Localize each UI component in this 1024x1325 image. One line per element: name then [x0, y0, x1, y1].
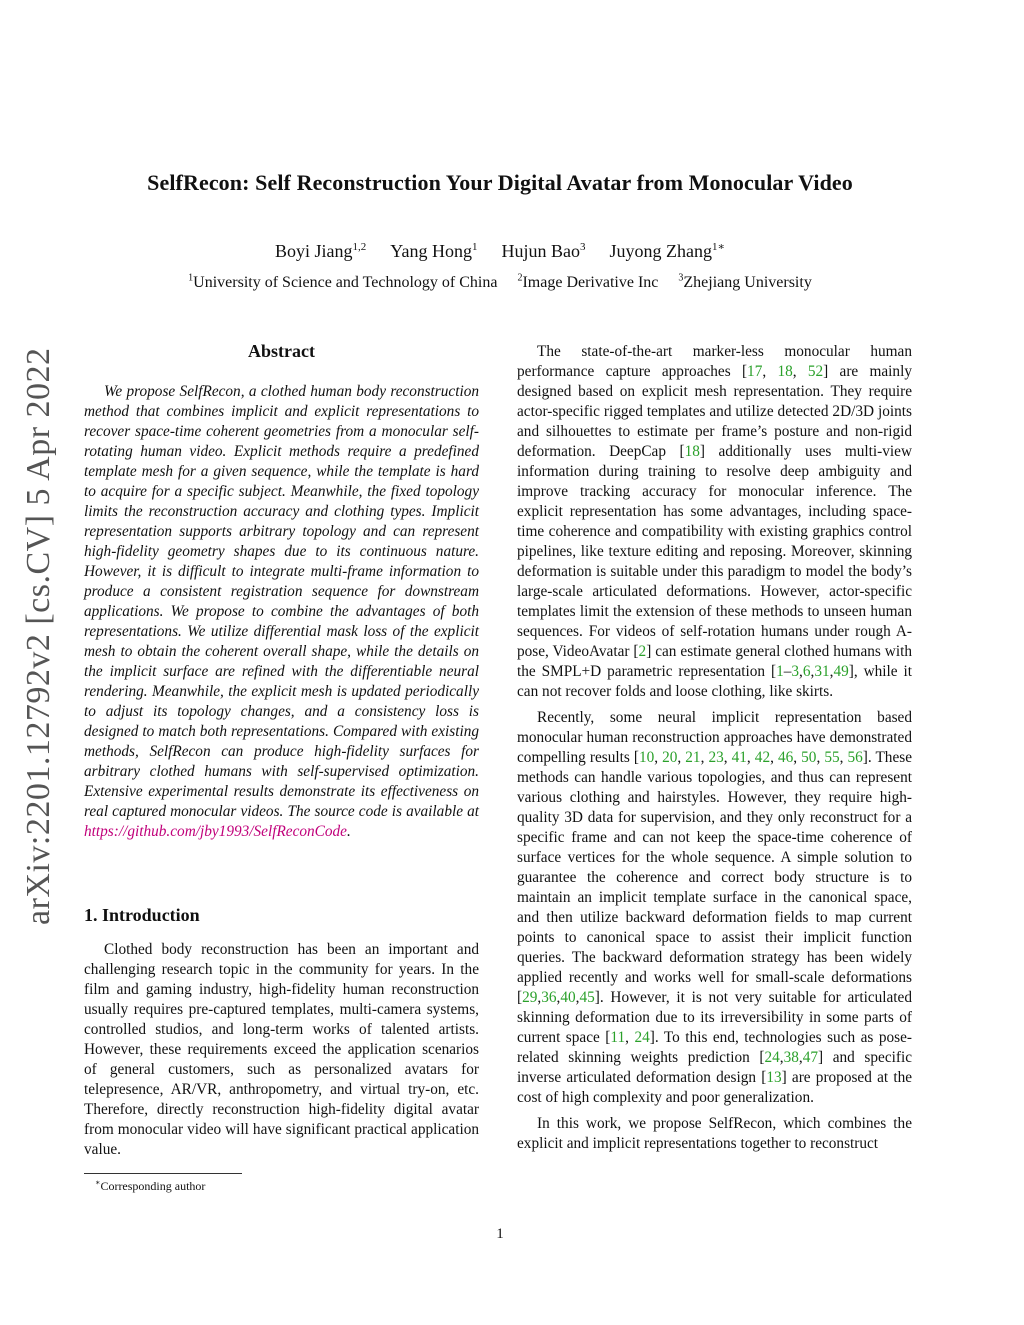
citation-link[interactable]: 2: [638, 643, 647, 660]
paragraph-text: ,: [799, 663, 803, 680]
affiliation: [517, 274, 658, 291]
paragraph-text: ,: [793, 749, 802, 766]
author-name: [275, 241, 366, 261]
paragraph-text: ,: [770, 749, 778, 766]
page-number: 1: [496, 1226, 504, 1242]
paragraph-text: In this work, we propose SelfRecon, which combines the explicit and implicit representations together to reconstruct: [517, 1115, 912, 1152]
paragraph-text: ] and specific inverse articulated deformation design [: [517, 1049, 912, 1086]
affiliation-name: Zhejiang University: [683, 274, 812, 292]
author-name: [609, 241, 724, 261]
footnote-mark: ∗: [95, 1178, 101, 1187]
citation-link[interactable]: 46: [777, 749, 794, 766]
paragraph-text: ,: [700, 749, 709, 766]
citation-link[interactable]: 21: [685, 749, 701, 766]
paragraph-text: ,: [779, 1049, 784, 1066]
citation-link[interactable]: 10: [638, 749, 655, 766]
paragraph-text: ,: [654, 749, 663, 766]
paragraph-text: ,: [810, 663, 815, 680]
footnote: [95, 1178, 205, 1194]
paragraph-text: ,: [762, 363, 778, 380]
author-affiliation-mark: 1: [471, 241, 478, 253]
paper-title: SelfRecon: Self Reconstruction Your Digital Avatar from Monocular Video: [147, 170, 853, 195]
author-name-text: Yang Hong: [390, 241, 472, 261]
paragraph-text: ,: [746, 749, 755, 766]
citation-link[interactable]: 47: [802, 1049, 819, 1066]
citation-link[interactable]: 23: [708, 749, 724, 766]
citation-link[interactable]: 6: [802, 663, 811, 680]
paragraph-text: ,: [839, 749, 848, 766]
author-affiliation-mark: 1∗: [711, 241, 725, 253]
right-paragraph-2: [517, 708, 912, 1108]
citation-link[interactable]: 20: [662, 749, 678, 766]
author-name: [390, 241, 477, 261]
citation-link[interactable]: 18: [684, 443, 700, 460]
citation-link[interactable]: 50: [801, 749, 817, 766]
affiliation-name: Image Derivative Inc: [522, 274, 659, 292]
paragraph-text: ,: [537, 989, 542, 1006]
citation-link[interactable]: 29: [522, 989, 538, 1006]
right-paragraph-3: [517, 1114, 912, 1154]
paragraph-text: ], while it can not recover folds and loose clothing, like skirts.: [517, 663, 912, 700]
citation-link[interactable]: 31: [814, 663, 830, 680]
paragraph-text: –: [783, 663, 792, 680]
paragraph-text: ,: [575, 989, 580, 1006]
author-affiliation-mark: 3: [579, 241, 586, 253]
paragraph-text: ,: [829, 663, 834, 680]
citation-link[interactable]: 13: [766, 1069, 782, 1086]
abstract-end: .: [346, 823, 351, 840]
paragraph-text: ,: [677, 749, 686, 766]
paragraph-text: ,: [798, 1049, 803, 1066]
abstract-text: We propose SelfRecon, a clothed human body reconstruction method that combines implicit and explicit representations to recover space-time coherent geometries from a monocular self-rotating human video. Explicit methods require a predefined template mesh for a given sequence, while the template is hard to acquire for a specific subject. Meanwhile, the fixed topology limits the reconstruction accuracy and clothing types. Implicit representation supports arbitrary topology and can represent high-fidelity geometry shapes due to its continuous nature. However, it is difficult to integrate multi-frame information to produce a consistent registration sequence for downstream applications. We propose to combine the advantages of both representations. We utilize differential mask loss of the explicit mesh to obtain the coherent overall shape, while the details on the implicit surface are refined with the differentiable neural rendering. Meanwhile, the explicit mesh is updated periodically to adjust its topology changes, and a consistency loss is designed to match both representations. Compared with existing methods, SelfRecon can produce high-fidelity surfaces for arbitrary clothed humans with self-supervised optimization. Extensive experimental results demonstrate its effectiveness on real captured monocular videos. The source code is available at: [84, 383, 479, 820]
paragraph-text: ] additionally uses multi-view information during training to resolve deep ambiguity and improve tracking accuracy for monocular inference. The explicit representation has some advantages, including space-time coherence and compatibility with existing graphics control pipelines, like texture editing and reposing. Moreover, skinning deformation is suitable under this paradigm to model the body’s large-scale articulated deformations. However, actor-specific templates limit the extension of these methods to unseen human sequences. For videos of self-rotation humans under rough A-pose, VideoAvatar [: [517, 443, 913, 660]
arxiv-stamp: arXiv:2201.12792v2 [cs.CV] 5 Apr 2022: [20, 347, 57, 925]
paragraph-text: ] are proposed at the cost of high complexity and poor generalization.: [517, 1069, 913, 1106]
paragraph-text: ] are mainly designed based on explicit mesh representation. They require actor-specific rigged templates and utilize detected 2D/3D joints and silhouettes to estimate per frame’s posture and non-rigid deformation. DeepCap [: [517, 363, 912, 460]
paragraph-text: ]. To this end, technologies such as pose-related skinning weights prediction [: [517, 1029, 913, 1066]
citation-link[interactable]: 40: [560, 989, 576, 1006]
citation-link[interactable]: 45: [579, 989, 595, 1006]
abstract-body: [84, 382, 479, 842]
right-column: [517, 342, 912, 1160]
paragraph-text: ,: [556, 989, 561, 1006]
paragraph-text: ,: [792, 363, 808, 380]
author-name: [501, 241, 585, 261]
section-heading-introduction: 1. Introduction: [84, 905, 200, 925]
author-list: [0, 240, 1000, 262]
affiliation: [678, 274, 811, 291]
citation-link[interactable]: 42: [754, 749, 771, 766]
citation-link[interactable]: 24: [634, 1029, 650, 1046]
citation-link[interactable]: 17: [747, 363, 763, 380]
citation-link[interactable]: 41: [731, 749, 747, 766]
paragraph-text: The state-of-the-art marker-less monocular human performance capture approaches [: [517, 343, 912, 380]
footnote-divider: [84, 1173, 242, 1174]
paragraph-text: ,: [816, 749, 825, 766]
citation-link[interactable]: 55: [824, 749, 840, 766]
source-code-link[interactable]: https://github.com/jby1993/SelfReconCode: [84, 823, 347, 840]
right-paragraph-1: [517, 342, 912, 702]
affiliation-list: [0, 273, 1000, 292]
paragraph-text: ,: [625, 1029, 635, 1046]
affiliation-mark: 1: [188, 273, 194, 284]
author-affiliation-mark: 1,2: [352, 241, 367, 253]
affiliation-mark: 2: [517, 273, 523, 284]
citation-link[interactable]: 3: [791, 663, 800, 680]
citation-link[interactable]: 56: [847, 749, 863, 766]
intro-paragraph: Clothed body reconstruction has been an important and challenging research topic in the community for years. In the film and gaming industry, high-fidelity human reconstruction usually requires pre-captured templates, multi-camera systems, controlled studios, and long-term works of talented artists. However, these requirements exceed the application scenarios of general customers, such as personalized avatars for telepresence, AR/VR, anthropometry, and virtual try-on, etc. Therefore, directly reconstruction high-fidelity digital avatar from monocular video will have significant practical application value.: [84, 941, 479, 1158]
citation-link[interactable]: 24: [764, 1049, 780, 1066]
footnote-text: Corresponding author: [100, 1179, 206, 1193]
author-name-text: Juyong Zhang: [609, 241, 712, 261]
citation-link[interactable]: 38: [783, 1049, 799, 1066]
citation-link[interactable]: 11: [610, 1029, 626, 1046]
affiliation-mark: 3: [678, 273, 684, 284]
affiliation: [188, 274, 497, 291]
paragraph-text: Recently, some neural implicit representation based monocular human reconstruction approaches have demonstrated compelling results [: [517, 709, 912, 766]
citation-link[interactable]: 49: [833, 663, 849, 680]
paragraph-text: ] can estimate general clothed humans with the SMPL+D parametric representation [: [517, 643, 912, 680]
citation-link[interactable]: 18: [777, 363, 793, 380]
citation-link[interactable]: 1: [776, 663, 784, 680]
abstract-heading: Abstract: [248, 341, 315, 361]
citation-link[interactable]: 52: [807, 363, 824, 380]
affiliation-name: University of Science and Technology of China: [193, 274, 498, 292]
paragraph-text: ]. However, it is not very suitable for articulated skinning deformation due to its irreversibility in some parts of current space [: [517, 989, 912, 1046]
author-name-text: Hujun Bao: [501, 241, 580, 261]
paragraph-text: ,: [723, 749, 732, 766]
author-name-text: Boyi Jiang: [275, 241, 353, 261]
citation-link[interactable]: 36: [541, 989, 557, 1006]
paragraph-text: ]. These methods can handle various topologies, and thus can represent various clothing and hairstyles. However, they require high-quality 3D data for supervision, and they only reconstruct for a specific frame and can not keep the space-time coherence of surface vertices for the whole sequence. A simple solution to guarantee the coherence and correct body structure is to maintain an implicit template surface in the canonical space, and then utilize backward deformation fields to map current points to canonical space to assist their implicit function queries. The backward deformation strategy has been widely applied recently and works well for small-scale deformations [: [517, 749, 912, 1006]
